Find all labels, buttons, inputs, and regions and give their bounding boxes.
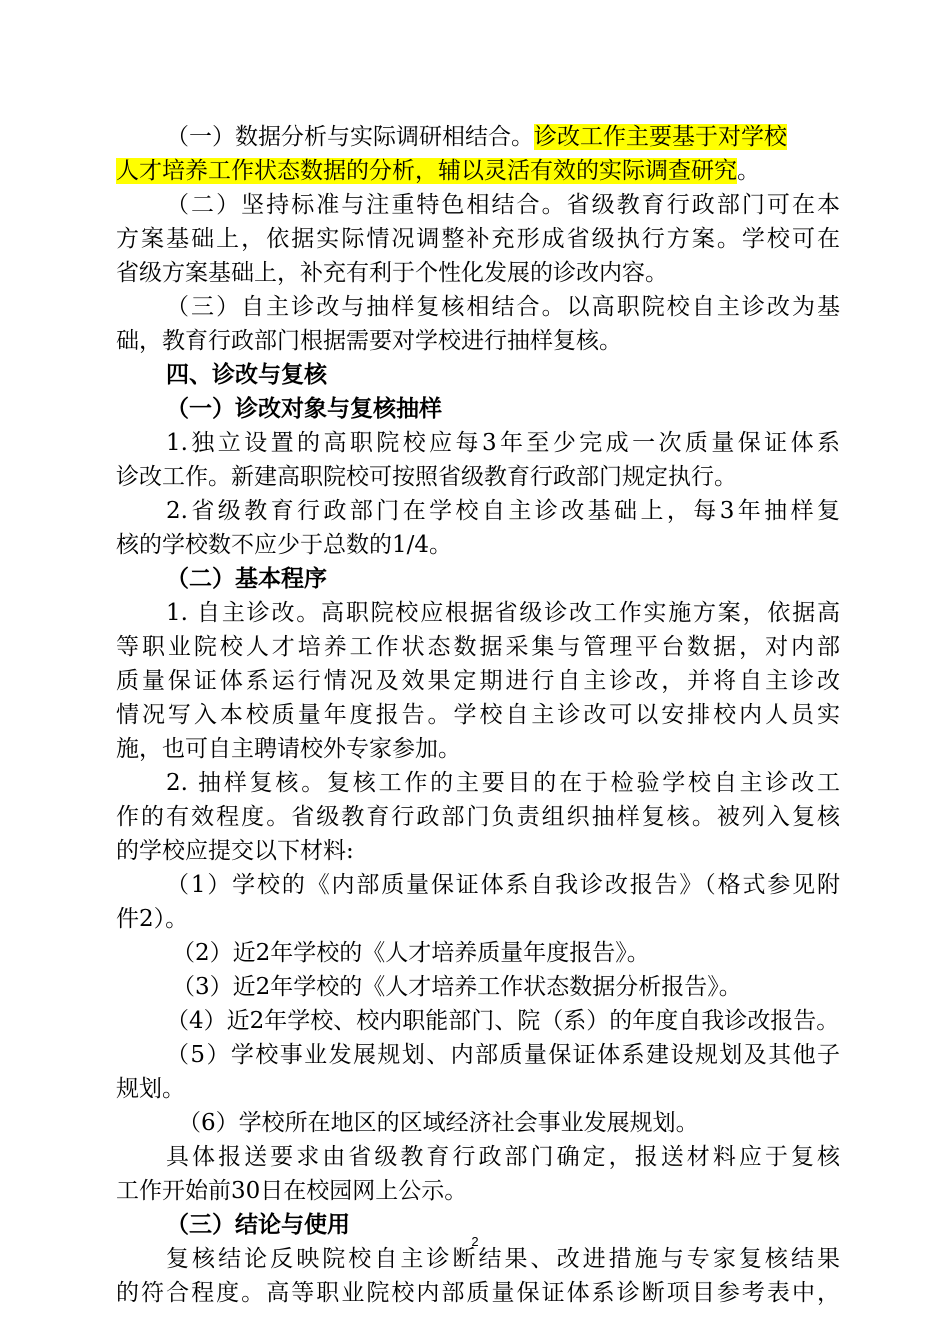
highlighted-text: 人才培养工作状态数据的分析，辅以灵活有效的实际调查研究 <box>116 158 737 184</box>
text-line: 2.省级教育行政部门在学校自主诊改基础上，每3年抽样复 <box>166 498 840 524</box>
text-line: （1）学校的《内部质量保证体系自我诊改报告》（格式参见附 <box>166 872 840 898</box>
text-line: （5）学校事业发展规划、内部质量保证体系建设规划及其他子 <box>166 1042 840 1068</box>
subsection-heading: （二）基本程序 <box>166 565 327 592</box>
text-line: 工作开始前30日在校园网上公示。 <box>116 1178 468 1204</box>
text-run: 。 <box>737 158 760 184</box>
text-line: 省级方案基础上，补充有利于个性化发展的诊改内容。 <box>116 260 668 286</box>
text-line: 施，也可自主聘请校外专家参加。 <box>116 736 461 762</box>
subsection-heading: （三）结论与使用 <box>166 1211 350 1238</box>
text-line: 的学校应提交以下材料: <box>116 838 354 864</box>
text-line: （4）近2年学校、校内职能部门、院（系）的年度自我诊改报告。 <box>166 1008 840 1034</box>
text-line: 核的学校数不应少于总数的1/4。 <box>116 532 453 558</box>
text-line: 的符合程度。高等职业院校内部质量保证体系诊断项目参考表中， <box>116 1280 840 1306</box>
text-line: 1. 自主诊改。高职院校应根据省级诊改工作实施方案，依据高 <box>166 600 840 626</box>
text-line: 础，教育行政部门根据需要对学校进行抽样复核。 <box>116 328 622 354</box>
text-line: 质量保证体系运行情况及效果定期进行自主诊改，并将自主诊改 <box>116 668 840 694</box>
text-line: 复核结论反映院校自主诊断结果、改进措施与专家复核结果 <box>166 1246 840 1272</box>
page-number: 2 <box>471 1234 479 1249</box>
text-line: （2）近2年学校的《人才培养质量年度报告》。 <box>172 940 650 966</box>
text-line: 2. 抽样复核。复核工作的主要目的在于检验学校自主诊改工 <box>166 770 840 796</box>
text-line: 方案基础上，依据实际情况调整补充形成省级执行方案。学校可在 <box>116 226 840 252</box>
text-line <box>116 154 840 188</box>
text-line: （3）近2年学校的《人才培养工作状态数据分析报告》。 <box>172 974 742 1000</box>
text-line: 件2）。 <box>116 906 189 932</box>
text-line: 等职业院校人才培养工作状态数据采集与管理平台数据，对内部 <box>116 634 840 660</box>
text-line: 诊改工作。新建高职院校可按照省级教育行政部门规定执行。 <box>116 464 737 490</box>
text-line: 1.独立设置的高职院校应每3年至少完成一次质量保证体系 <box>166 430 840 456</box>
highlighted-text: 诊改工作主要基于对学校 <box>534 124 787 150</box>
text-line: 规划。 <box>116 1076 185 1102</box>
text-line: 情况写入本校质量年度报告。学校自主诊改可以安排校内人员实 <box>116 702 840 728</box>
section-heading: 四、诊改与复核 <box>166 361 327 388</box>
text-line: 具体报送要求由省级教育行政部门确定，报送材料应于复核 <box>166 1144 840 1170</box>
text-line: （三）自主诊改与抽样复核相结合。以高职院校自主诊改为基 <box>166 294 840 320</box>
text-line <box>116 120 840 154</box>
text-line: 作的有效程度。省级教育行政部门负责组织抽样复核。被列入复核 <box>116 804 840 830</box>
text-line: （6）学校所在地区的区域经济社会事业发展规划。 <box>178 1110 699 1136</box>
text-run: （一）数据分析与实际调研相结合。 <box>166 124 534 150</box>
text-line: （二）坚持标准与注重特色相结合。省级教育行政部门可在本 <box>166 192 840 218</box>
document-body <box>116 120 840 1310</box>
subsection-heading: （一）诊改对象与复核抽样 <box>166 395 442 422</box>
